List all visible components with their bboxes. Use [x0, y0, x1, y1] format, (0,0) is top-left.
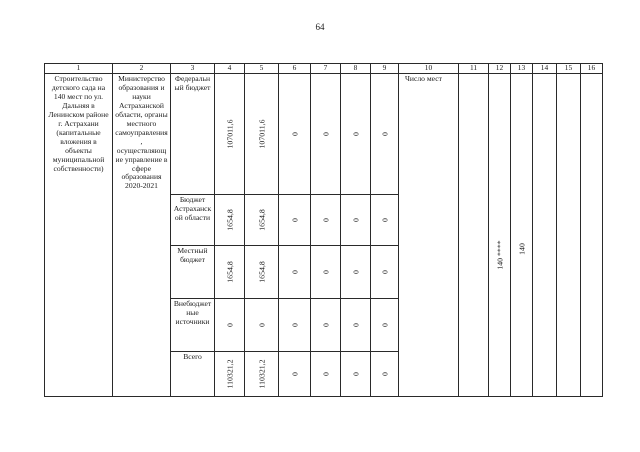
value-cell — [311, 299, 341, 352]
col-number-7: 7 — [311, 64, 341, 74]
col-number-16: 16 — [581, 64, 603, 74]
value-col6: 0 — [289, 270, 299, 274]
value-col6: 0 — [289, 372, 299, 376]
source-cell — [171, 246, 215, 299]
value-col9: 0 — [379, 323, 389, 327]
page-number: 64 — [315, 22, 325, 32]
value-cell — [311, 195, 341, 246]
value-cell — [371, 74, 399, 195]
value-cell — [311, 74, 341, 195]
funding-source: Внебюджетные источники — [173, 299, 212, 326]
col14-cell — [533, 74, 557, 397]
value-col7: 0 — [320, 218, 330, 222]
col-number-13: 13 — [511, 64, 533, 74]
value-cell — [215, 352, 245, 397]
value-cell — [215, 195, 245, 246]
value-col7: 0 — [320, 132, 330, 136]
value-cell — [371, 299, 399, 352]
value-col7: 0 — [320, 323, 330, 327]
funding-source: Федеральный бюджет — [174, 74, 211, 92]
col-number-2: 2 — [113, 64, 171, 74]
value-col5: 1654,8 — [256, 209, 266, 231]
source-cell — [171, 74, 215, 195]
value-cell — [341, 352, 371, 397]
value-col9: 0 — [379, 132, 389, 136]
value-cell — [371, 352, 399, 397]
value-cell — [341, 195, 371, 246]
value-col4: 107011,6 — [224, 119, 234, 149]
col16-cell — [581, 74, 603, 397]
value-cell — [215, 246, 245, 299]
col-number-11: 11 — [459, 64, 489, 74]
funding-source: Местный бюджет — [177, 246, 208, 264]
value-col4: 0 — [224, 323, 234, 327]
value-col8: 0 — [350, 372, 360, 376]
value-cell — [311, 352, 341, 397]
value-cell — [245, 299, 279, 352]
value-cell — [245, 74, 279, 195]
value-cell — [245, 195, 279, 246]
value-col4: 110321,2 — [224, 359, 234, 389]
value-cell — [371, 246, 399, 299]
value-col6: 0 — [289, 218, 299, 222]
col-number-10: 10 — [399, 64, 459, 74]
source-cell — [171, 352, 215, 397]
col12-cell — [489, 74, 511, 397]
value-cell — [279, 299, 311, 352]
column-number-row — [45, 64, 603, 74]
value-col5: 1654,8 — [256, 261, 266, 283]
value-cell — [245, 352, 279, 397]
col-number-6: 6 — [279, 64, 311, 74]
responsible-cell — [113, 74, 171, 397]
value-cell — [215, 74, 245, 195]
indicator-cell — [399, 74, 459, 397]
funding-source: Бюджет Астраханской области — [173, 195, 212, 222]
value-cell — [279, 246, 311, 299]
value-cell — [245, 246, 279, 299]
value-col6: 0 — [289, 323, 299, 327]
value-col9: 0 — [379, 372, 389, 376]
value-col8: 0 — [350, 323, 360, 327]
value-cell — [341, 74, 371, 195]
value-col9: 0 — [379, 270, 389, 274]
col13-value: 140 — [516, 243, 526, 255]
col-number-8: 8 — [341, 64, 371, 74]
project-name-cell — [45, 74, 113, 397]
value-cell — [215, 299, 245, 352]
value-col5: 0 — [256, 323, 266, 327]
value-cell — [371, 195, 399, 246]
col-number-3: 3 — [171, 64, 215, 74]
responsible-org: Министерство образования и науки Астраханской области, органы местного самоуправления, осуществляющие управление в сфере образования 2020-2021 — [115, 74, 168, 191]
col-number-4: 4 — [215, 64, 245, 74]
value-cell — [279, 195, 311, 246]
table-row — [45, 74, 603, 195]
value-col5: 107011,6 — [256, 119, 266, 149]
col-number-15: 15 — [557, 64, 581, 74]
value-cell — [341, 299, 371, 352]
col-number-14: 14 — [533, 64, 557, 74]
value-col9: 0 — [379, 218, 389, 222]
value-col6: 0 — [289, 132, 299, 136]
value-cell — [341, 246, 371, 299]
value-col4: 1654,8 — [224, 209, 234, 231]
value-col8: 0 — [350, 132, 360, 136]
col-number-12: 12 — [489, 64, 511, 74]
value-col8: 0 — [350, 270, 360, 274]
col15-cell — [557, 74, 581, 397]
value-col7: 0 — [320, 270, 330, 274]
value-cell — [279, 74, 311, 195]
col-number-5: 5 — [245, 64, 279, 74]
col12-value: 140 **** — [494, 240, 504, 270]
value-col8: 0 — [350, 218, 360, 222]
budget-table — [44, 63, 603, 397]
source-cell — [171, 195, 215, 246]
value-cell — [311, 246, 341, 299]
value-col7: 0 — [320, 372, 330, 376]
col11-cell — [459, 74, 489, 397]
project-name: Строительство детского сада на 140 мест по ул. Дальняя в Ленинском районе г. Астрахани (капитальные вложения в объекты муниципальной собственности) — [48, 74, 109, 173]
value-col5: 110321,2 — [256, 359, 266, 389]
col-number-9: 9 — [371, 64, 399, 74]
funding-source: Всего — [183, 352, 202, 361]
indicator-label: Число мест — [405, 74, 442, 83]
value-cell — [279, 352, 311, 397]
col-number-1: 1 — [45, 64, 113, 74]
source-cell — [171, 299, 215, 352]
value-col4: 1654,8 — [224, 261, 234, 283]
col13-cell — [511, 74, 533, 397]
